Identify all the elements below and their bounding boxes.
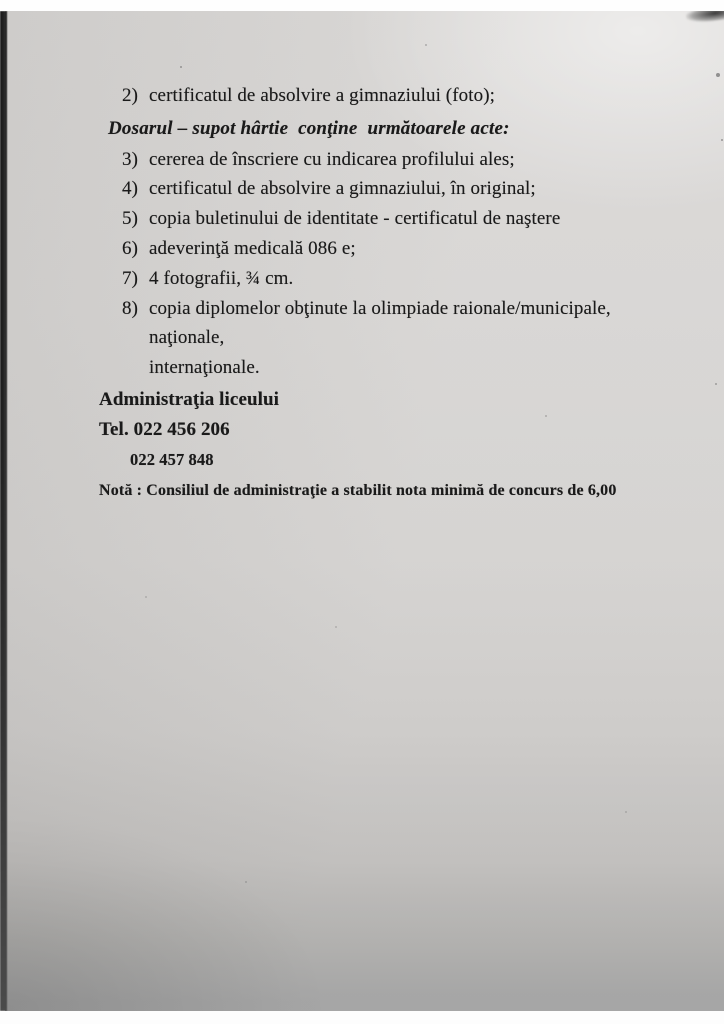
list-text: certificatul de absolvire a gimnaziului (foto); bbox=[149, 85, 496, 106]
list-text: 4 fotografii, ¾ cm. bbox=[149, 267, 294, 289]
list-number: 8) bbox=[122, 297, 139, 319]
list-text: adeverinţă medicală 086 e; bbox=[149, 237, 356, 259]
list-number: 7) bbox=[122, 267, 139, 289]
note-line: Notă : Consiliul de administraţie a stabilit nota minimă de concurs de 6,00 bbox=[99, 482, 617, 500]
paper-sheet bbox=[5, 11, 724, 1011]
list-text: certificatul de absolvire a gimnaziului, în original; bbox=[149, 178, 536, 200]
phone-line-1: Tel. 022 456 206 bbox=[99, 418, 230, 440]
phone-line-2: 022 457 848 bbox=[130, 449, 214, 469]
list-number: 4) bbox=[122, 178, 139, 200]
scanner-edge-bottom bbox=[0, 1011, 724, 1024]
left-edge-shadow bbox=[0, 11, 7, 1011]
list-item-2 bbox=[99, 81, 674, 111]
list-item-4 bbox=[99, 174, 674, 204]
list-text: cererea de înscriere cu indicarea profilului ales; bbox=[149, 148, 515, 170]
list-item-8 bbox=[99, 294, 674, 383]
scanner-edge-top bbox=[0, 0, 724, 11]
list-number: 6) bbox=[122, 237, 139, 259]
list-number: 5) bbox=[122, 208, 139, 230]
list-item-5 bbox=[99, 204, 674, 234]
list-text-line2: internaţionale. bbox=[149, 357, 260, 379]
list-number: 2) bbox=[122, 85, 139, 106]
list-text-line1: copia diplomelor obţinute la olimpiade raionale/municipale, naţionale, bbox=[149, 297, 611, 349]
list-text bbox=[149, 294, 674, 383]
list-item-6 bbox=[99, 234, 674, 264]
document-content bbox=[99, 81, 674, 506]
list-text: copia buletinului de identitate - certificatul de naştere bbox=[149, 208, 561, 230]
list-number: 3) bbox=[122, 148, 139, 170]
signature-line: Administraţia liceului bbox=[99, 388, 280, 410]
list-item-7 bbox=[99, 264, 674, 294]
list-item-3 bbox=[99, 145, 674, 175]
section-heading: Dosarul – supot hârtie conţine următoarele acte: bbox=[108, 117, 510, 139]
